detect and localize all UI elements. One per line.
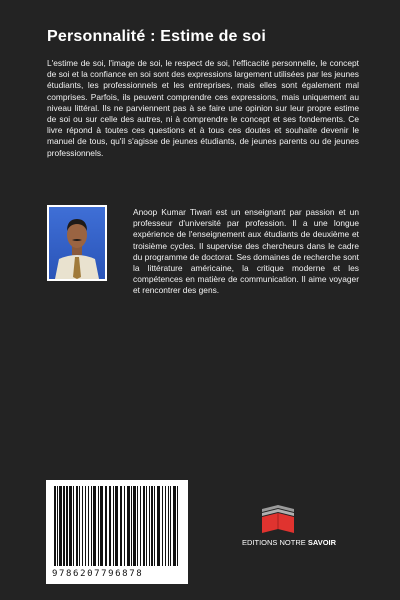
barcode-bar (177, 486, 178, 566)
barcode-bar (120, 486, 122, 566)
barcode-bar (69, 486, 72, 566)
barcode-bar (105, 486, 107, 566)
book-summary: L'estime de soi, l'image de soi, le respect de soi, l'efficacité personnelle, le concept de soi et la confiance en soi sont des expressions largement utilisées par les jeunes étudiants, les professionnels et les entreprises, mais elles sont également mal comprises. Parfois, ils peuvent comprendre ces expressions, mais uniquement au niveau littéral. Ils ne parviennent pas à se faire une opinion sur leur propre estime de soi ou sur celle des autres, ni à comprendre le concept et ses fondements. Ce livre répond à toutes ces questions et à tous ces doutes et souhaite devenir le manuel de tous, qu'il s'agisse de jeunes étudiants, de jeunes parents ou de jeunes professionnels. (47, 58, 359, 158)
barcode-bar (157, 486, 160, 566)
barcode-bar (66, 486, 68, 566)
barcode-bar (149, 486, 150, 566)
publisher-name (242, 538, 352, 547)
barcode-bar (59, 486, 62, 566)
barcode-bar (109, 486, 111, 566)
barcode-bar (162, 486, 163, 566)
barcode-bars (46, 480, 188, 570)
barcode-bar (168, 486, 169, 566)
barcode-bar (73, 486, 74, 566)
barcode-bar (140, 486, 141, 566)
book-title: Personnalité : Estime de soi (47, 28, 266, 45)
barcode-bar (151, 486, 153, 566)
barcode-bar (91, 486, 92, 566)
barcode-bar (115, 486, 118, 566)
barcode-bar (146, 486, 147, 566)
barcode-bar (173, 486, 176, 566)
barcode-bar (127, 486, 130, 566)
publisher-name-regular: EDITIONS NOTRE (242, 538, 308, 547)
isbn-barcode (46, 480, 188, 584)
barcode-bar (170, 486, 171, 566)
barcode-bar (54, 486, 56, 566)
barcode-bar (100, 486, 103, 566)
author-portrait (47, 205, 107, 281)
barcode-bar (143, 486, 145, 566)
barcode-bar (131, 486, 132, 566)
author-biography: Anoop Kumar Tiwari est un enseignant par passion et un professeur d'université par profession. Il a une longue expérience de l'enseignement aux étudiants de deuxième et troisième cycles. Il supervise des chercheurs dans le cadre du programme de doctorat. Ses domaines de recherche sont la littérature américaine, la critique moderne et les compétences en matière de communication. Il aime voyager et rencontrer des gens. (133, 207, 359, 296)
publisher-book-icon (258, 503, 298, 535)
publisher-name-bold: SAVOIR (307, 538, 337, 547)
barcode-bar (85, 486, 86, 566)
barcode-bar (76, 486, 78, 566)
barcode-bar (154, 486, 155, 566)
barcode-bar (113, 486, 114, 566)
isbn-number: 9786207796878 (52, 569, 144, 579)
barcode-bar (88, 486, 89, 566)
barcode-bar (165, 486, 166, 566)
barcode-bar (133, 486, 136, 566)
barcode-bar (63, 486, 65, 566)
barcode-bar (124, 486, 125, 566)
barcode-bar (98, 486, 99, 566)
barcode-bar (82, 486, 83, 566)
barcode-bar (79, 486, 80, 566)
barcode-bar (137, 486, 138, 566)
barcode-bar (93, 486, 96, 566)
author-photo-icon (49, 207, 105, 279)
barcode-bar (57, 486, 58, 566)
